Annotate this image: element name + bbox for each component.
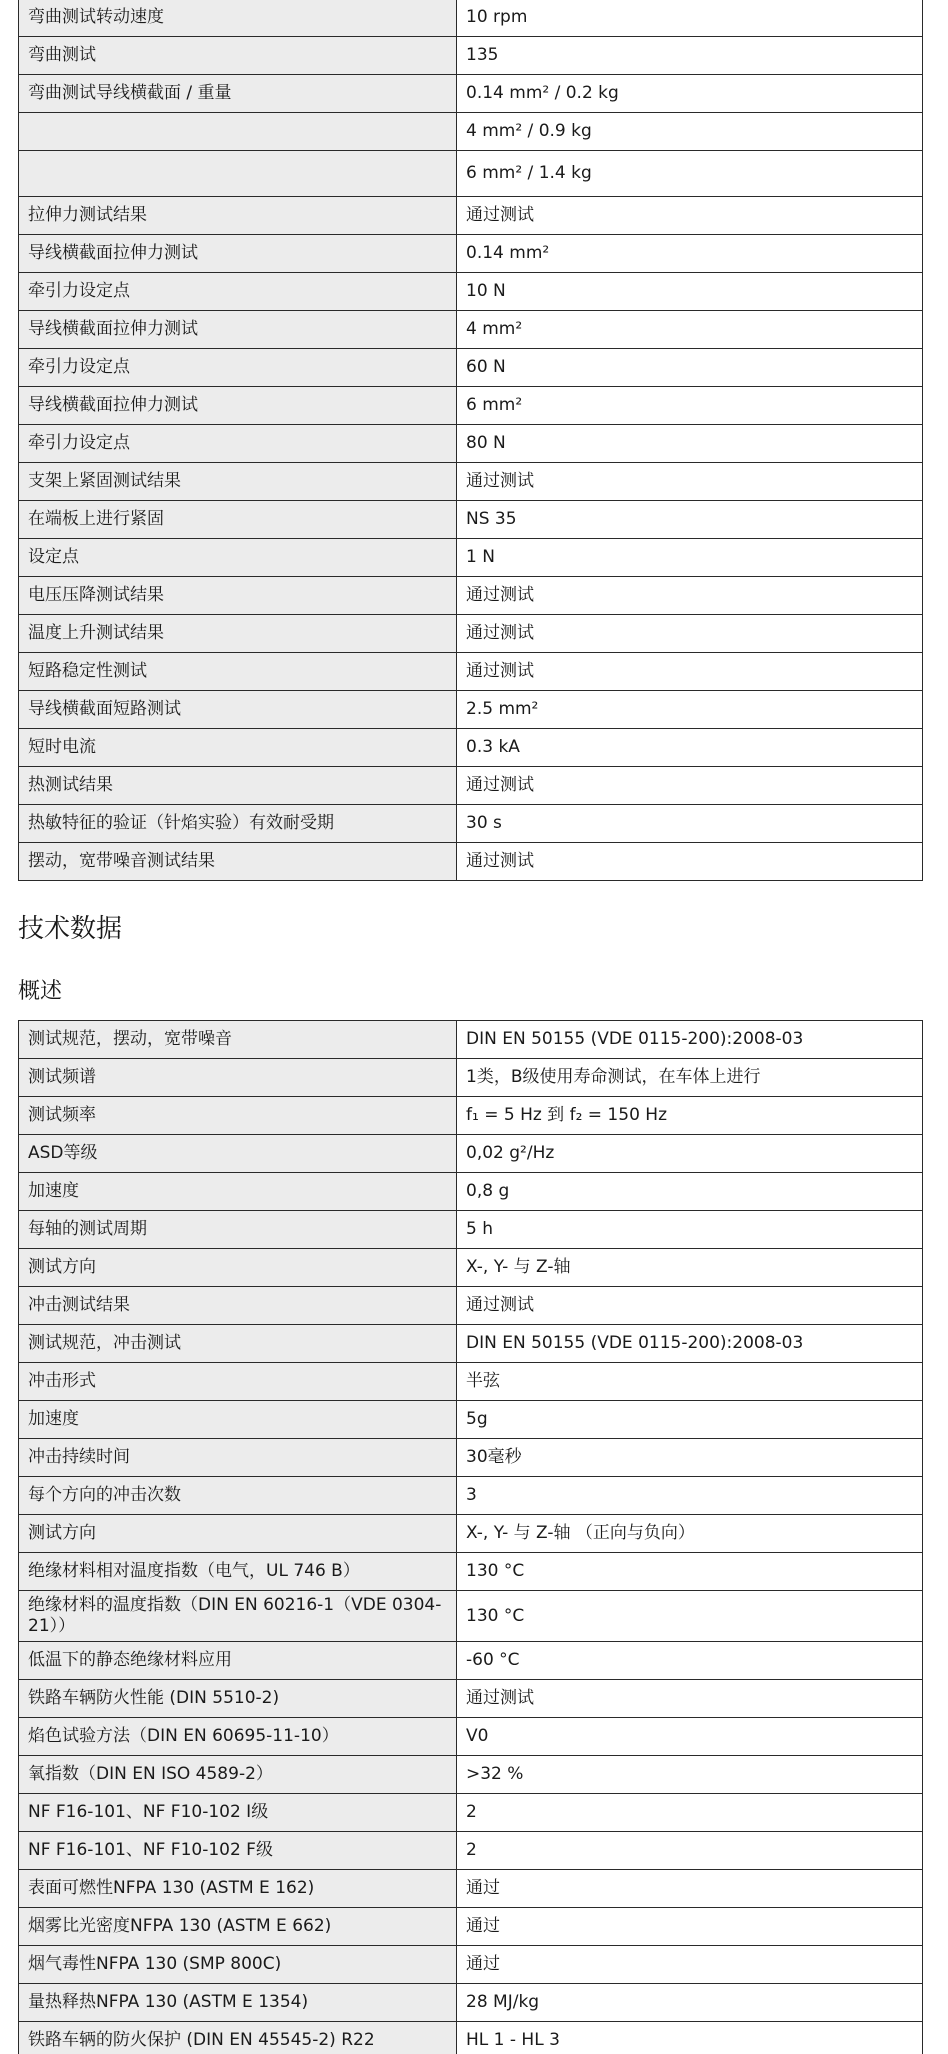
- row-label: NF F16-101、NF F10-102 F级: [19, 1832, 457, 1870]
- table-row: [19, 1477, 923, 1515]
- row-label: 每个方向的冲击次数: [19, 1477, 457, 1515]
- row-value: 通过测试: [457, 653, 923, 691]
- row-value: DIN EN 50155 (VDE 0115-200):2008-03: [457, 1021, 923, 1059]
- row-label: 每轴的测试周期: [19, 1211, 457, 1249]
- row-value: HL 1 - HL 3: [457, 2022, 923, 2054]
- row-label: 焰色试验方法（DIN EN 60695-11-10）: [19, 1718, 457, 1756]
- row-label: 拉伸力测试结果: [19, 197, 457, 235]
- row-label: 测试方向: [19, 1249, 457, 1287]
- row-label: 导线横截面拉伸力测试: [19, 235, 457, 273]
- row-label: 导线横截面短路测试: [19, 691, 457, 729]
- table-row: [19, 311, 923, 349]
- table-row: [19, 235, 923, 273]
- table-row: [19, 1363, 923, 1401]
- table-row: [19, 197, 923, 235]
- row-value: 80 N: [457, 425, 923, 463]
- technical-data-table: [18, 1020, 923, 2054]
- table-row: [19, 1097, 923, 1135]
- table-row: [19, 1021, 923, 1059]
- row-label: 烟雾比光密度NFPA 130 (ASTM E 662): [19, 1908, 457, 1946]
- row-label: ASD等级: [19, 1135, 457, 1173]
- row-value: 30毫秒: [457, 1439, 923, 1477]
- row-label: 烟气毒性NFPA 130 (SMP 800C): [19, 1946, 457, 1984]
- table-row: [19, 1680, 923, 1718]
- row-value: 通过测试: [457, 767, 923, 805]
- row-label: 绝缘材料的温度指数（DIN EN 60216-1（VDE 0304-21））: [19, 1591, 457, 1642]
- row-label: [19, 151, 457, 197]
- row-label: 加速度: [19, 1173, 457, 1211]
- table-row: [19, 349, 923, 387]
- row-label: 电压压降测试结果: [19, 577, 457, 615]
- row-label: 冲击持续时间: [19, 1439, 457, 1477]
- table-row: [19, 1946, 923, 1984]
- row-label: 冲击测试结果: [19, 1287, 457, 1325]
- row-value: 30 s: [457, 805, 923, 843]
- row-value: 通过测试: [457, 463, 923, 501]
- row-value: 6 mm² / 1.4 kg: [457, 151, 923, 197]
- table-row: [19, 151, 923, 197]
- table-row: [19, 1832, 923, 1870]
- table-row: [19, 1173, 923, 1211]
- table-row: [19, 1439, 923, 1477]
- row-value: NS 35: [457, 501, 923, 539]
- row-value: 通过测试: [457, 615, 923, 653]
- table-row: [19, 1059, 923, 1097]
- row-label: 牵引力设定点: [19, 425, 457, 463]
- row-value: 5g: [457, 1401, 923, 1439]
- row-value: 通过: [457, 1946, 923, 1984]
- row-label: 表面可燃性NFPA 130 (ASTM E 162): [19, 1870, 457, 1908]
- table-row: [19, 1135, 923, 1173]
- row-value: 3: [457, 1477, 923, 1515]
- row-value: 6 mm²: [457, 387, 923, 425]
- row-value: V0: [457, 1718, 923, 1756]
- row-value: 通过: [457, 1870, 923, 1908]
- table-row: [19, 387, 923, 425]
- table-row: [19, 1401, 923, 1439]
- table-row: [19, 1211, 923, 1249]
- table-row: [19, 1591, 923, 1642]
- row-value: 2.5 mm²: [457, 691, 923, 729]
- row-value: 2: [457, 1832, 923, 1870]
- row-value: 通过测试: [457, 197, 923, 235]
- row-label: 弯曲测试: [19, 37, 457, 75]
- row-label: 设定点: [19, 539, 457, 577]
- row-value: 通过: [457, 1908, 923, 1946]
- row-value: 0,8 g: [457, 1173, 923, 1211]
- row-label: 导线横截面拉伸力测试: [19, 387, 457, 425]
- table-row: [19, 113, 923, 151]
- row-label: 测试规范，摆动，宽带噪音: [19, 1021, 457, 1059]
- row-label: 短时电流: [19, 729, 457, 767]
- row-value: 通过测试: [457, 843, 923, 881]
- row-value: 4 mm² / 0.9 kg: [457, 113, 923, 151]
- row-value: 60 N: [457, 349, 923, 387]
- row-label: 在端板上进行紧固: [19, 501, 457, 539]
- row-label: 摆动，宽带噪音测试结果: [19, 843, 457, 881]
- table-row: [19, 1756, 923, 1794]
- row-value: 4 mm²: [457, 311, 923, 349]
- table-row: [19, 1984, 923, 2022]
- table-row: [19, 1515, 923, 1553]
- table-row: [19, 0, 923, 37]
- row-label: 加速度: [19, 1401, 457, 1439]
- row-label: 测试频谱: [19, 1059, 457, 1097]
- table-row: [19, 653, 923, 691]
- row-value: 135: [457, 37, 923, 75]
- row-value: 1 N: [457, 539, 923, 577]
- subsection-title: 概述: [18, 979, 63, 1004]
- row-value: 0.14 mm²: [457, 235, 923, 273]
- table-row: [19, 1870, 923, 1908]
- row-label: 弯曲测试转动速度: [19, 0, 457, 37]
- table-row: [19, 767, 923, 805]
- table-row: [19, 843, 923, 881]
- table-row: [19, 1794, 923, 1832]
- row-value: 5 h: [457, 1211, 923, 1249]
- row-label: 弯曲测试导线横截面 / 重量: [19, 75, 457, 113]
- table-row: [19, 729, 923, 767]
- row-value: >32 %: [457, 1756, 923, 1794]
- row-label: 热敏特征的验证（针焰实验）有效耐受期: [19, 805, 457, 843]
- row-label: 热测试结果: [19, 767, 457, 805]
- row-label: 牵引力设定点: [19, 273, 457, 311]
- row-label: 支架上紧固测试结果: [19, 463, 457, 501]
- row-label: 低温下的静态绝缘材料应用: [19, 1642, 457, 1680]
- row-value: 1类，B级使用寿命测试，在车体上进行: [457, 1059, 923, 1097]
- row-value: 10 N: [457, 273, 923, 311]
- section-title: 技术数据: [18, 914, 123, 944]
- row-value: 130 °C: [457, 1553, 923, 1591]
- row-label: 铁路车辆的防火保护 (DIN EN 45545-2) R22: [19, 2022, 457, 2054]
- table-row: [19, 1287, 923, 1325]
- row-label: 导线横截面拉伸力测试: [19, 311, 457, 349]
- test-results-table-body: [19, 0, 923, 881]
- table-row: [19, 425, 923, 463]
- row-label: 测试规范，冲击测试: [19, 1325, 457, 1363]
- row-label: 牵引力设定点: [19, 349, 457, 387]
- table-row: [19, 1553, 923, 1591]
- row-value: 28 MJ/kg: [457, 1984, 923, 2022]
- table-row: [19, 501, 923, 539]
- table-row: [19, 615, 923, 653]
- row-value: 0,02 g²/Hz: [457, 1135, 923, 1173]
- table-row: [19, 75, 923, 113]
- table-row: [19, 1908, 923, 1946]
- test-results-table: [18, 0, 923, 881]
- table-row: [19, 577, 923, 615]
- row-value: X-, Y- 与 Z-轴 （正向与负向）: [457, 1515, 923, 1553]
- row-value: 通过测试: [457, 1287, 923, 1325]
- table-row: [19, 1325, 923, 1363]
- row-label: NF F16-101、NF F10-102 I级: [19, 1794, 457, 1832]
- table-row: [19, 1642, 923, 1680]
- table-row: [19, 805, 923, 843]
- row-label: 冲击形式: [19, 1363, 457, 1401]
- table-row: [19, 2022, 923, 2054]
- row-label: 铁路车辆防火性能 (DIN 5510-2): [19, 1680, 457, 1718]
- table-row: [19, 691, 923, 729]
- row-label: 测试频率: [19, 1097, 457, 1135]
- table-row: [19, 463, 923, 501]
- row-value: 10 rpm: [457, 0, 923, 37]
- row-value: 0.3 kA: [457, 729, 923, 767]
- technical-data-table-body: [19, 1021, 923, 2054]
- table-row: [19, 1718, 923, 1756]
- row-label: 量热释热NFPA 130 (ASTM E 1354): [19, 1984, 457, 2022]
- row-label: 绝缘材料相对温度指数（电气，UL 746 B）: [19, 1553, 457, 1591]
- table-row: [19, 37, 923, 75]
- row-label: [19, 113, 457, 151]
- table-row: [19, 1249, 923, 1287]
- table-row: [19, 273, 923, 311]
- row-value: -60 °C: [457, 1642, 923, 1680]
- row-value: 通过测试: [457, 1680, 923, 1718]
- row-value: 半弦: [457, 1363, 923, 1401]
- table-row: [19, 539, 923, 577]
- row-label: 短路稳定性测试: [19, 653, 457, 691]
- row-value: DIN EN 50155 (VDE 0115-200):2008-03: [457, 1325, 923, 1363]
- row-value: X-, Y- 与 Z-轴: [457, 1249, 923, 1287]
- row-value: 0.14 mm² / 0.2 kg: [457, 75, 923, 113]
- row-value: 130 °C: [457, 1591, 923, 1642]
- row-value: f₁ = 5 Hz 到 f₂ = 150 Hz: [457, 1097, 923, 1135]
- row-label: 测试方向: [19, 1515, 457, 1553]
- row-value: 2: [457, 1794, 923, 1832]
- row-label: 氧指数（DIN EN ISO 4589-2）: [19, 1756, 457, 1794]
- row-value: 通过测试: [457, 577, 923, 615]
- row-label: 温度上升测试结果: [19, 615, 457, 653]
